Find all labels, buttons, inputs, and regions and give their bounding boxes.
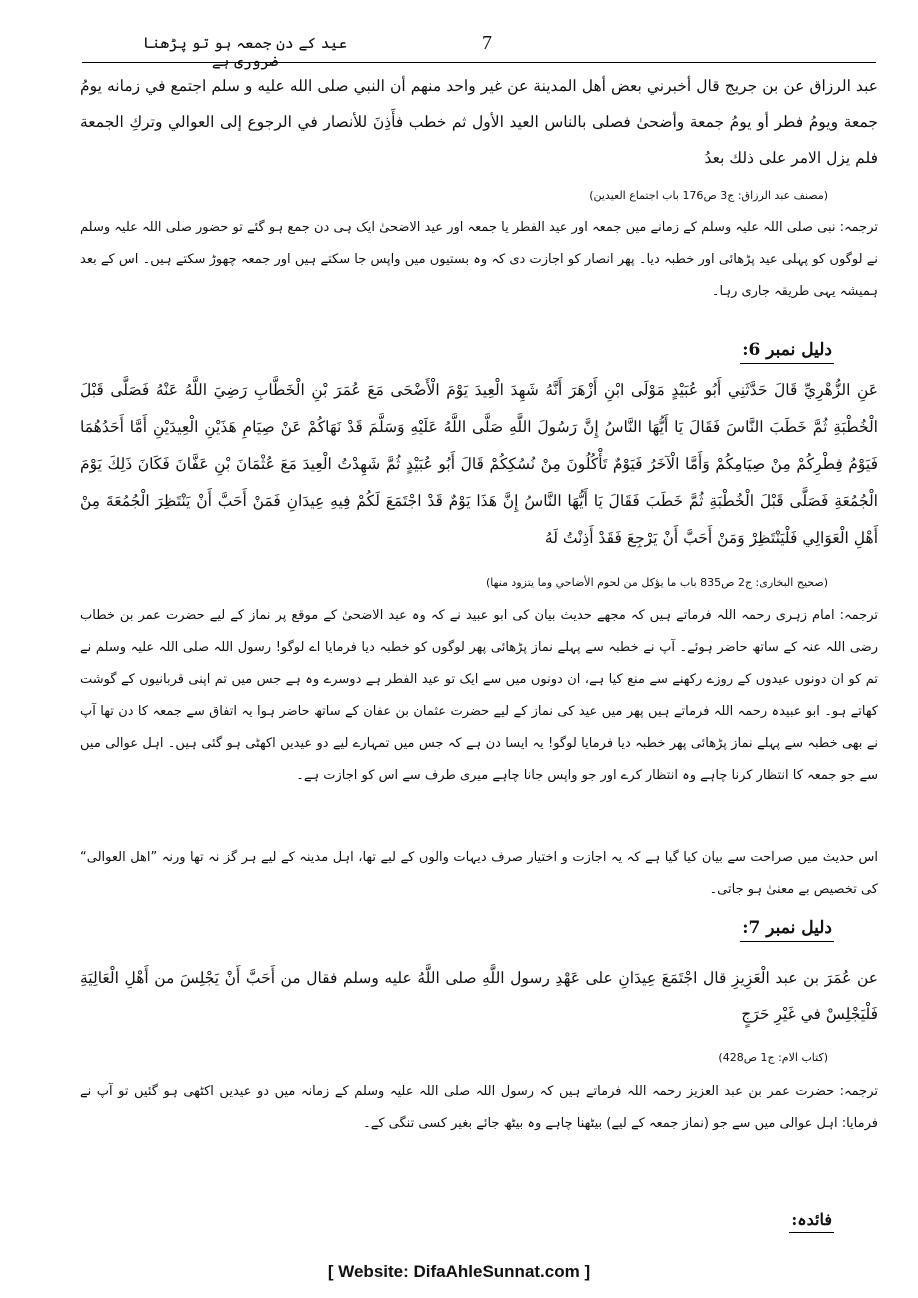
arabic-text-1: عبد الرزاق عن بن جريج قال أخبرني بعض أهل المدينة عن غير واحد منهم أن النبي صلى الله عليه و سلم اجتمع في زمانه يومُ جمعة ويومُ فطر أو يومُ جمعة وأضحىٰ فصلى بالناس العيد الأول ثم خطب فأَذِنَ للأنصار في الرجوع إلى العوالي وتركِ الجمعة فلم يزل الامر على ذلك بعدُ (80, 77, 878, 167)
header-rule (82, 62, 876, 63)
heading-faida: فائدہ: (789, 1210, 834, 1233)
reference-3: (کتاب الام: ج1 ص428) (718, 1051, 828, 1064)
heading-daleel-6: دلیل نمبر 6: (740, 340, 834, 364)
arabic-text-2: عَنِ الزُّهْرِيِّ قَالَ حَدَّثَنِي أَبُو عُبَيْدٍ مَوْلَى ابْنِ أَزْهَرَ أَنَّهُ شَهِدَ الْعِيدَ يَوْمَ الْأَضْحَى مَعَ عُمَرَ بْنِ الْخَطَّابِ رَضِيَ اللَّهُ عَنْهُ فَصَلَّى قَبْلَ الْخُطْبَةِ ثُمَّ خَطَبَ النَّاسَ فَقَالَ يَا أَيُّهَا النَّاسُ إِنَّ رَسُولَ اللَّهِ صَلَّى اللَّهُ عَلَيْهِ وَسَلَّمَ قَدْ نَهَاكُمْ عَنْ صِيَامِ هَذَيْنِ الْعِيدَيْنِ أَمَّا أَحَدُهُمَا فَيَوْمُ فِطْرِكُمْ مِنْ صِيَامِكُمْ وَأَمَّا الْآخَرُ فَيَوْمٌ تَأْكُلُونَ مِنْ نُسُكِكُمْ قَالَ أَبُو عُبَيْدٍ ثُمَّ شَهِدْتُ الْعِيدَ مَعَ عُثْمَانَ بْنِ عَفَّانَ فَكَانَ ذَلِكَ يَوْمَ الْجُمُعَةِ فَصَلَّى قَبْلَ الْخُطْبَةِ ثُمَّ خَطَبَ فَقَالَ يَا أَيُّهَا النَّاسُ إِنَّ هَذَا يَوْمٌ قَدْ اجْتَمَعَ لَكُمْ فِيهِ عِيدَانِ فَمَنْ أَحَبَّ أَنْ يَنْتَظِرَ الْجُمُعَةَ مِنْ أَهْلِ الْعَوَالِي فَلْيَنْتَظِرْ وَمَنْ أَحَبَّ أَنْ يَرْجِعَ فَقَدْ أَذِنْتُ لَهُ (80, 381, 878, 547)
urdu-translation-1: ترجمہ: نبی صلی اللہ علیہ وسلم کے زمانے میں جمعہ اور عید الفطر یا جمعہ اور عید الاضحیٰ ایک ہی دن جمع ہو گئے تو حضور صلی اللہ علیہ وسلم نے لوگوں کو پہلی عید پڑھائی اور خطبہ دیا۔ پھر انصار کو اجازت دی کہ وہ بستیوں میں واپس جا سکتے ہیں اور جمعہ چھوڑ سکتے ہیں۔ اس کے بعد ہمیشہ یہی طریقہ جاری رہا۔ (80, 220, 878, 299)
heading-daleel-7: دلیل نمبر 7: (740, 918, 834, 942)
urdu-translation-3: ترجمہ: حضرت عمر بن عبد العزیز رحمہ اللہ فرماتے ہیں کہ رسول اللہ صلی اللہ علیہ وسلم کے زمانہ میں دو عیدیں اکٹھی ہو گئیں تو آپ نے فرمایا: اہل عوالی میں سے جو (نماز جمعہ کے لیے) بیٹھنا چاہے وہ بیٹھ جائے بغیر کسی تنگی کے۔ (80, 1084, 878, 1131)
reference-1: (مصنف عبد الرزاق: ج3 ص176 باب اجتماع العیدین) (589, 189, 828, 202)
page-number: 7 (482, 32, 492, 54)
running-title: عید کے دن جمعہ ہو تو پڑھنا ضروری ہے (142, 34, 348, 70)
urdu-translation-2: ترجمہ: امام زہری رحمہ اللہ فرماتے ہیں کہ مجھے حدیث بیان کی ابو عبید نے کہ وہ عید الاضحیٰ کے موقع پر نماز کے لیے حضرت عمر بن خطاب رضی اللہ عنہ کے ساتھ حاضر ہوئے۔ آپ نے خطبہ سے پہلے نماز پڑھائی پھر لوگوں کو خطبہ دیا فرمایا اے لوگو! رسول اللہ صلی اللہ علیہ وسلم نے تم کو ان دونوں عیدوں کے روزے رکھنے سے منع کیا ہے، ان دونوں میں سے ایک تو عید الفطر ہے دوسرے وہ ہے جس میں تم اپنی قربانیوں کے گوشت کھاتے ہو۔ ابو عبیدہ رحمہ اللہ فرماتے ہیں پھر میں عید کی نماز کے لیے حضرت عثمان بن عفان کے ساتھ حاضر ہوا یہ اتفاق سے جمعہ کا دن تھا آپ نے بھی خطبہ سے پہلے نماز پڑھائی پھر خطبہ دیا فرمایا لوگو! یہ ایسا دن ہے کہ جس میں تمہارے لیے دو عیدیں اکھٹی ہو گئی ہیں۔ اہل عوالی میں سے جو جمعہ کا انتظار کرنا چاہے وہ انتظار کرے اور جو واپس جانا چاہے میری طرف سے اس کو اجازت ہے۔ (80, 608, 878, 783)
urdu-commentary: اس حدیث میں صراحت سے بیان کیا گیا ہے کہ یہ اجازت و اختیار صرف دیہات والوں کے لیے تھا، اہل مدینہ کے لیے ہر گز نہ تھا ورنہ ”اھل العوالی“ کی تخصیص بے معنیٰ ہو جاتی۔ (80, 850, 878, 897)
arabic-text-3: عن عُمَرَ بن عبد الْعَزِيزِ قال اجْتَمَعَ عِيدَانِ على عَهْدِ رسول اللَّهِ صلى اللَّهُ عليه وسلم فقال من أَحَبَّ أَنْ يَجْلِسَ من أَهْلِ الْعَالِيَةِ فَلْيَجْلِسْ في غَيْرِ حَرَجٍ (80, 969, 878, 1023)
website-footer: [ Website: DifaAhleSunnat.com ] (327, 1262, 591, 1281)
reference-2: (صحیح البخاری: ج2 ص835 باب ما یؤکل من لحوم الأضاحي وما یتزود منھا) (486, 576, 828, 589)
